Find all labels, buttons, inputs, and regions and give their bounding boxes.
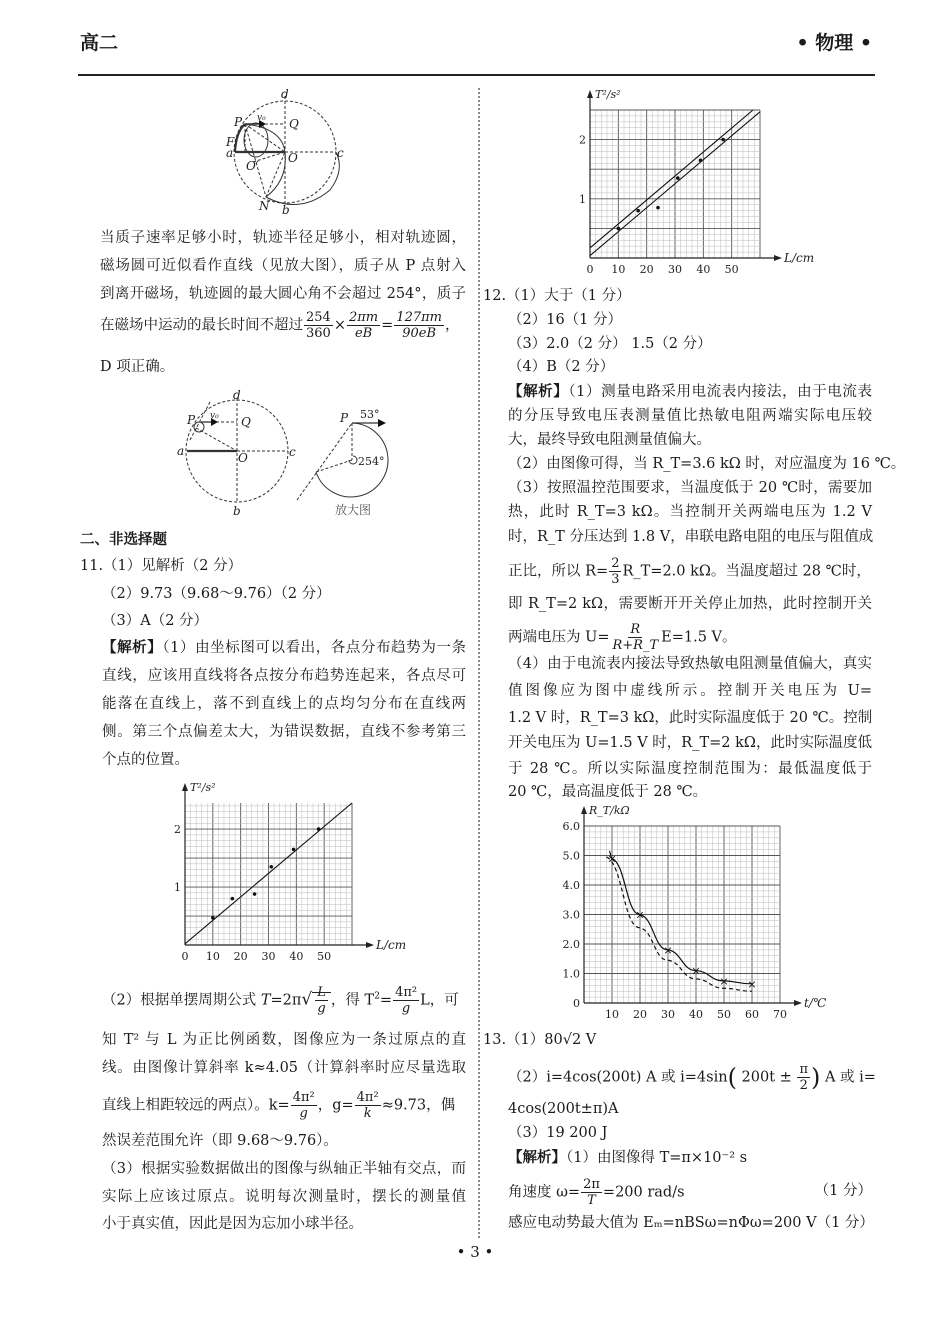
x-axis-arrow <box>794 1000 802 1006</box>
y-tick-label: 4.0 <box>562 879 580 892</box>
text-line: 热，此时 R_T=3 kΩ。当控制开关两端电压为 1.2 V <box>508 504 872 520</box>
text-line: （3）根据实验数据做出的图像与纵轴正半轴有交点，而 <box>102 1161 466 1177</box>
y-tick-label: 1 <box>579 192 586 206</box>
text-line: 于 28 ℃。所以实际温度控制范围为：最低温度低于 <box>508 761 872 777</box>
y-tick-label: 1.0 <box>562 967 580 981</box>
x-tick-label: 0 <box>181 950 189 963</box>
q13-answer-2: （2）i=4cos(200t) A 或 i=4sin( 200t ± $\frac{\pi}{2}$ ) A 或 i= <box>508 1062 876 1093</box>
text-line: 20 ℃，最高温度低于 28 ℃。 <box>508 784 708 800</box>
label-c: c <box>289 445 296 459</box>
text-line: 能落在直线上，落不到直线上的点均匀分布在直线两 <box>102 696 466 712</box>
x-tick-label: 30 <box>668 263 682 276</box>
x-axis-label: t/℃ <box>804 996 827 1010</box>
x-tick-label: 30 <box>661 1008 675 1021</box>
data-marker: × <box>747 977 757 991</box>
y-tick-label: 3.0 <box>562 908 580 922</box>
period-formula-line: （2）根据单摆周期公式 T=2π√ $\frac{L}{g}$ ，得 $T^2=$ $\frac{\text{4π²}}{g}$ L，可 <box>102 985 459 1016</box>
text-line: （3）按照温控范围要求，当温度低于 20 ℃时，需要加 <box>508 480 872 496</box>
text-line: D 项正确。 <box>100 359 175 375</box>
text-line: 侧。第三个点偏差太大，为错误数据，直线不参考第三 <box>102 724 466 740</box>
x-tick-label: 20 <box>233 950 248 963</box>
page-number: • 3 • <box>456 1243 494 1261</box>
label-O: O <box>288 151 298 165</box>
label-Q: Q <box>289 117 299 131</box>
grade-label: 高二 <box>80 32 119 54</box>
text-line: 小于真实值，因此是因为忘加小球半径。 <box>102 1216 363 1232</box>
text-line: 直线，应该用直线将各点按分布趋势连起来，各点尽可 <box>102 668 466 684</box>
x-tick-label: 30 <box>261 950 276 963</box>
x-tick-label: 0 <box>586 263 594 276</box>
y-tick-label: 6.0 <box>562 820 580 833</box>
text-line: 开关电压为 U=1.5 V 时，R_T=2 kΩ，此时实际温度低 <box>508 735 872 751</box>
label-N: N <box>259 199 270 213</box>
x-tick-label: 50 <box>717 1008 731 1021</box>
q13-answer-1: 13.（1）80√2 V <box>483 1032 597 1048</box>
text-line: 线。由图像计算斜率 k≈4.05（计算斜率时应尽量选取 <box>102 1060 466 1076</box>
y-tick-label: 0 <box>573 997 580 1010</box>
y-axis-label: R_T/kΩ <box>589 804 630 817</box>
y-axis-arrow <box>581 806 587 814</box>
q13-answer-2-cont: 4cos(200t±π)A <box>508 1101 619 1117</box>
text-line: 个点的位置。 <box>102 752 189 768</box>
label-P: P <box>234 115 243 129</box>
q11-answer-3: （3）A（2 分） <box>102 613 209 629</box>
text-line: （4）由于电流表内接法导致热敏电阻测量值偏大，真实 <box>508 656 872 672</box>
data-marker: × <box>607 852 617 866</box>
y-tick-label: 2 <box>579 133 586 147</box>
label-F: F <box>226 135 235 149</box>
text-line: 即 R_T=2 kΩ，需要断开开关停止加热，此时控制开关 <box>508 596 872 612</box>
data-marker: × <box>719 974 729 988</box>
text-line: 实际上应该过原点。说明每次测量时，摆长的测量值 <box>102 1189 466 1205</box>
x-tick-label: 10 <box>205 950 220 963</box>
section-title: 二、非选择题 <box>80 531 167 548</box>
q12-analysis-line: 【解析】（1）测量电路采用电流表内接法，由于电流表 <box>508 383 872 400</box>
label-b: b <box>282 203 290 217</box>
x-tick-label: 50 <box>724 263 739 276</box>
label-d: d <box>281 87 289 101</box>
label-P-enlarged: P <box>340 411 349 425</box>
y-tick-label: 1 <box>174 881 181 895</box>
label-b: b <box>233 504 241 518</box>
q11-answer-1: 11.（1）见解析（2 分） <box>80 558 243 574</box>
text-line: 感应电动势最大值为 Eₘ=nBSω=nΦω=200 V（1 分） <box>508 1215 874 1231</box>
text-line: 磁场圆可近似看作直线（见放大图），质子从 P 点射入 <box>100 258 466 274</box>
y-tick-label: 5.0 <box>562 849 580 863</box>
subject-label: • 物理 • <box>796 32 872 54</box>
q12-answer-3: （3）2.0（2 分） 1.5（2 分） <box>508 336 712 352</box>
q12-answer-2: （2）16（1 分） <box>508 312 623 328</box>
gravity-formula-line: 直线上相距较远的两点）。k= $\frac{\text{4π²}}{g}$ ，g= $\frac{\text{4π²}}{k}$ ≈9.73，偶 <box>102 1090 456 1121</box>
text-line: 大，最终导致电阻测量值偏大。 <box>508 432 711 448</box>
text-line: 时，R_T 分压达到 1.8 V，串联电路电阻的电压与阻值成 <box>508 529 874 545</box>
label-P: P <box>187 413 196 427</box>
label-O: O <box>238 451 248 465</box>
q13-analysis-line: 【解析】（1）由图像得 T=π×10⁻² s <box>508 1149 748 1166</box>
label-v0: v₀ <box>210 411 219 421</box>
label-Q: Q <box>241 415 251 429</box>
y-tick-label: 2 <box>174 823 181 837</box>
q11-answer-2: （2）9.73（9.68～9.76）（2 分） <box>102 586 331 602</box>
label-c: c <box>337 146 344 160</box>
x-tick-label: 10 <box>605 1008 619 1021</box>
q11-analysis-line: 【解析】（1）由坐标图可以看出，各点分布趋势为一条 <box>102 639 466 656</box>
x-tick-label: 20 <box>633 1008 647 1021</box>
score-label: （1 分） <box>814 1183 872 1199</box>
data-marker: × <box>691 964 701 978</box>
data-marker: × <box>663 943 673 957</box>
label-d: d <box>233 388 241 402</box>
x-tick-label: 50 <box>317 950 332 963</box>
label-a: a <box>226 146 234 160</box>
y-axis-label: T²/s² <box>190 781 216 794</box>
text-line: 当质子速率足够小时，轨迹半径足够小，相对轨迹圆， <box>100 230 466 246</box>
label-O-prime: O′ <box>246 159 259 173</box>
q12-answer-4: （4）B（2 分） <box>508 359 615 375</box>
x-tick-label: 70 <box>773 1008 787 1021</box>
enlarged-caption: 放大图 <box>335 503 372 517</box>
time-formula-line: 在磁场中运动的最长时间不超过 $\frac{254}{360}$ × $\frac{2\pi m}{eB}$ = $\frac{127\pi m}{90eB}$ ， <box>100 310 460 341</box>
y-tick-label: 2.0 <box>562 938 580 951</box>
data-marker: × <box>635 908 645 922</box>
x-tick-label: 40 <box>689 1008 703 1021</box>
measured-curve <box>609 851 752 984</box>
x-tick-label: 40 <box>696 263 711 276</box>
angle-254: 254° <box>358 455 385 468</box>
text-line: 然误差范围允许（即 9.68～9.76）。 <box>102 1133 338 1149</box>
label-v0: v₀ <box>257 113 266 123</box>
x-tick-label: 60 <box>745 1008 759 1021</box>
label-a: a <box>177 444 185 458</box>
q13-answer-3: （3）19 200 J <box>508 1125 608 1141</box>
resistance-formula-line: 正比，所以 R= $\frac{2}{3}$ R_T=2.0 kΩ。当温度超过 28 ℃时， <box>508 556 871 587</box>
x-axis-label: L/cm <box>784 251 815 265</box>
x-tick-label: 20 <box>639 263 654 276</box>
y-axis-label: T²/s² <box>595 88 621 101</box>
angular-velocity-line: 角速度 ω= $\frac{2\pi}{T}$ =200 rad/s <box>508 1177 685 1208</box>
text-line: 的分压导致电压表测量值比热敏电阻两端实际电压较 <box>508 408 872 424</box>
text-line: 值图像应为图中虚线所示。控制开关电压为 U= <box>508 683 872 699</box>
voltage-formula-line: 两端电压为 U= $\frac{R}{R+R\_T}$ E=1.5 V。 <box>508 622 737 653</box>
angle-53: 53° <box>360 408 380 421</box>
text-line: （2）由图像可得，当 R_T=3.6 kΩ 时，对应温度为 16 ℃。 <box>508 456 906 472</box>
x-tick-label: 40 <box>289 950 304 963</box>
x-axis-label: L/cm <box>376 938 407 952</box>
x-tick-label: 10 <box>611 263 626 276</box>
text-line: 知 T² 与 L 为正比例函数，图像应为一条过原点的直 <box>102 1032 466 1048</box>
text-line: 1.2 V 时，R_T=3 kΩ，此时实际温度低于 20 ℃。控制 <box>508 710 873 726</box>
q12-answer-1: 12.（1）大于（1 分） <box>483 288 631 304</box>
text-line: 到离开磁场，轨迹圆的最大圆心角不会超过 254°，质子 <box>100 286 466 302</box>
